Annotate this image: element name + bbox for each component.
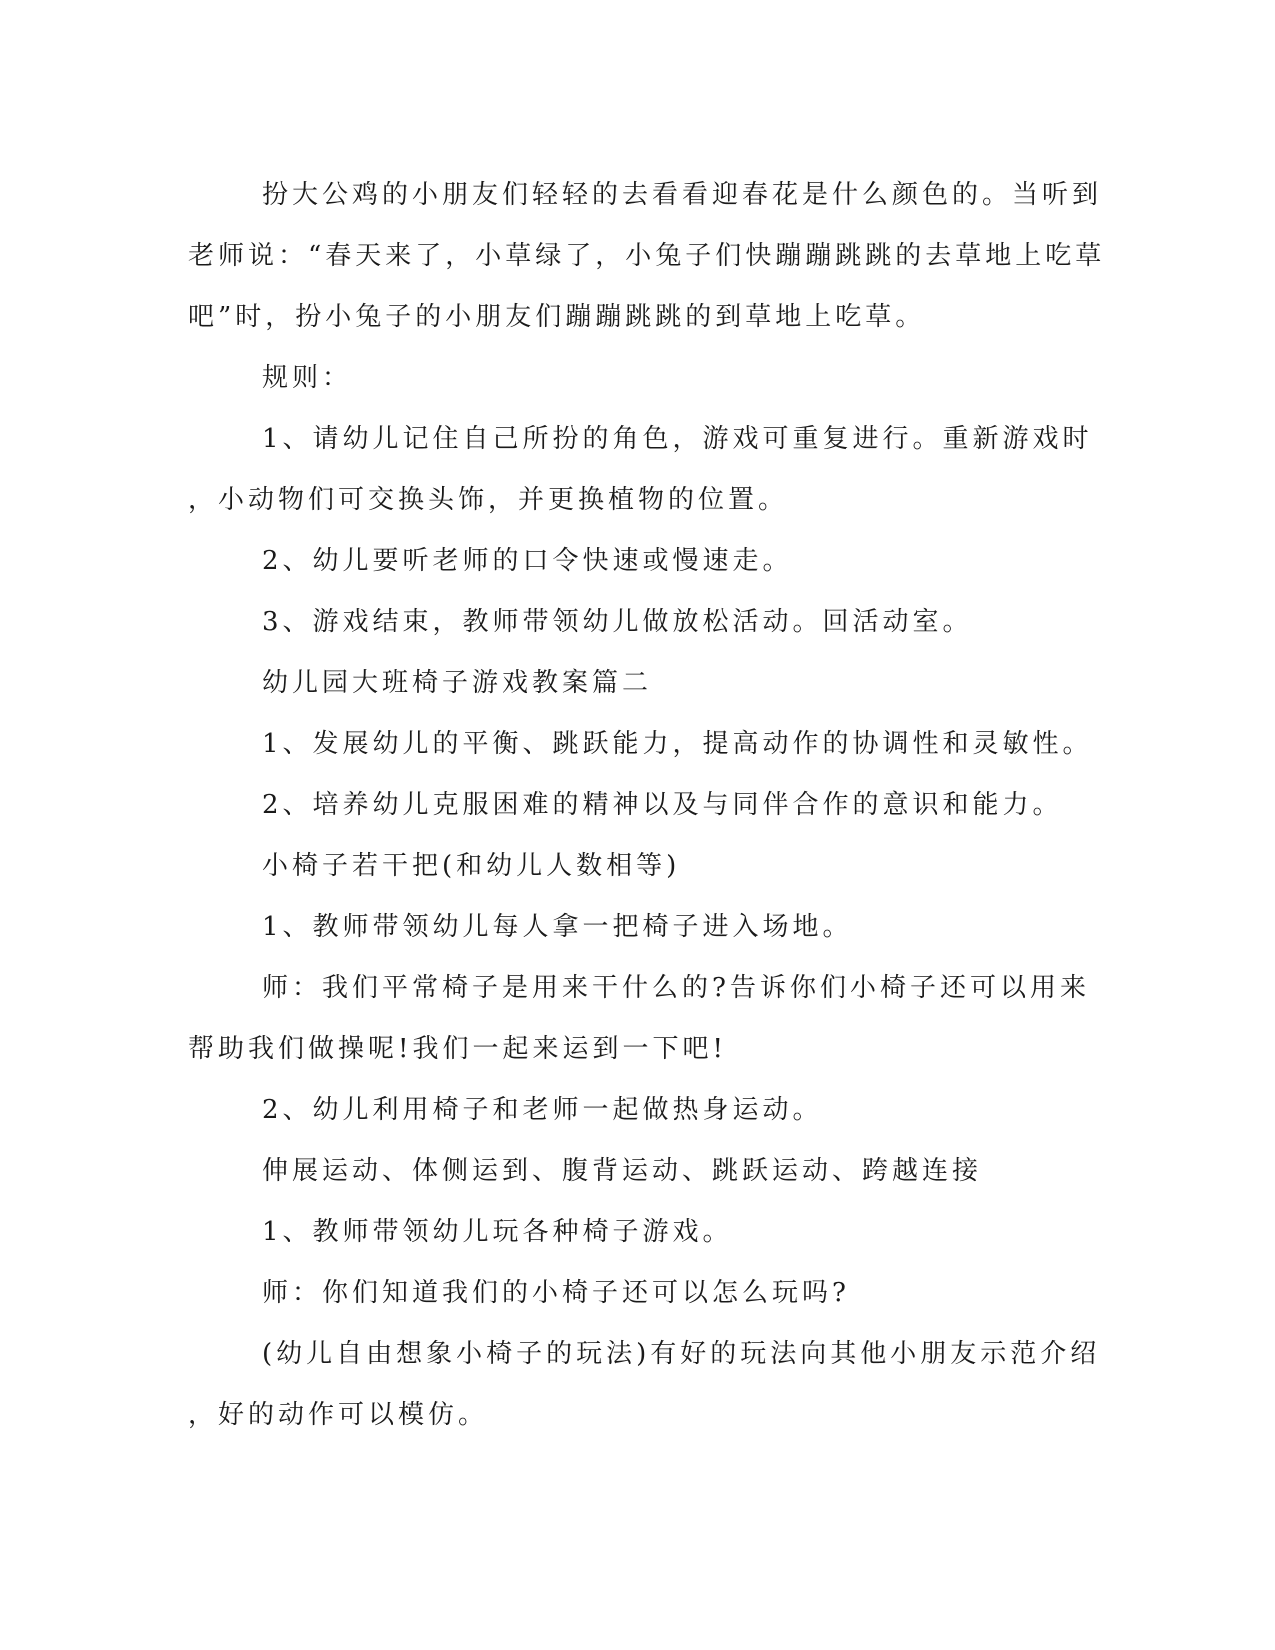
paragraph xyxy=(188,1324,1101,1446)
text-line: 2、幼儿要听老师的口令快速或慢速走。 xyxy=(262,546,793,576)
text-line: 老师说：“春天来了，小草绿了，小兔子们快蹦蹦跳跳的去草地上吃草 xyxy=(188,241,1106,271)
paragraph xyxy=(188,836,1068,897)
text-line: 小椅子若干把(和幼儿人数相等) xyxy=(262,851,681,881)
section-title xyxy=(188,653,1068,714)
text-line: 规则： xyxy=(262,363,353,393)
text-line: 2、幼儿利用椅子和老师一起做热身运动。 xyxy=(262,1095,823,1125)
list-item xyxy=(188,409,1093,531)
paragraph xyxy=(188,1141,1068,1202)
text-line: 1、教师带领幼儿玩各种椅子游戏。 xyxy=(262,1217,733,1247)
list-item xyxy=(188,592,1068,653)
list-item xyxy=(188,1202,1068,1263)
list-item xyxy=(188,897,1068,958)
document-body xyxy=(188,165,1106,1446)
text-line: ，好的动作可以模仿。 xyxy=(188,1400,489,1430)
text-line: 帮助我们做操呢!我们一起来运到一下吧! xyxy=(188,1034,727,1064)
paragraph xyxy=(188,958,1090,1080)
list-item xyxy=(188,714,1093,775)
paragraph xyxy=(188,165,1106,348)
text-line: 扮大公鸡的小朋友们轻轻的去看看迎春花是什么颜色的。当听到 xyxy=(262,180,1103,210)
text-line: ，小动物们可交换头饰，并更换植物的位置。 xyxy=(188,485,789,515)
list-item xyxy=(188,775,1068,836)
text-line: (幼儿自由想象小椅子的玩法)有好的玩法向其他小朋友示范介绍 xyxy=(262,1339,1101,1369)
text-line: 吧”时，扮小兔子的小朋友们蹦蹦跳跳的到草地上吃草。 xyxy=(188,302,926,332)
paragraph xyxy=(188,1263,1068,1324)
text-line: 1、发展幼儿的平衡、跳跃能力，提高动作的协调性和灵敏性。 xyxy=(262,729,1093,759)
text-line: 3、游戏结束，教师带领幼儿做放松活动。回活动室。 xyxy=(262,607,973,637)
text-line: 1、教师带领幼儿每人拿一把椅子进入场地。 xyxy=(262,912,853,942)
paragraph-heading xyxy=(188,348,1068,409)
list-item xyxy=(188,531,1068,592)
text-line: 2、培养幼儿克服困难的精神以及与同伴合作的意识和能力。 xyxy=(262,790,1063,820)
text-line: 师：我们平常椅子是用来干什么的?告诉你们小椅子还可以用来 xyxy=(262,973,1090,1003)
text-line: 伸展运动、体侧运到、腹背运动、跳跃运动、跨越连接 xyxy=(262,1156,983,1186)
text-line: 幼儿园大班椅子游戏教案篇二 xyxy=(262,668,653,698)
text-line: 1、请幼儿记住自己所扮的角色，游戏可重复进行。重新游戏时 xyxy=(262,424,1093,454)
text-line: 师：你们知道我们的小椅子还可以怎么玩吗? xyxy=(262,1278,850,1308)
list-item xyxy=(188,1080,1068,1141)
